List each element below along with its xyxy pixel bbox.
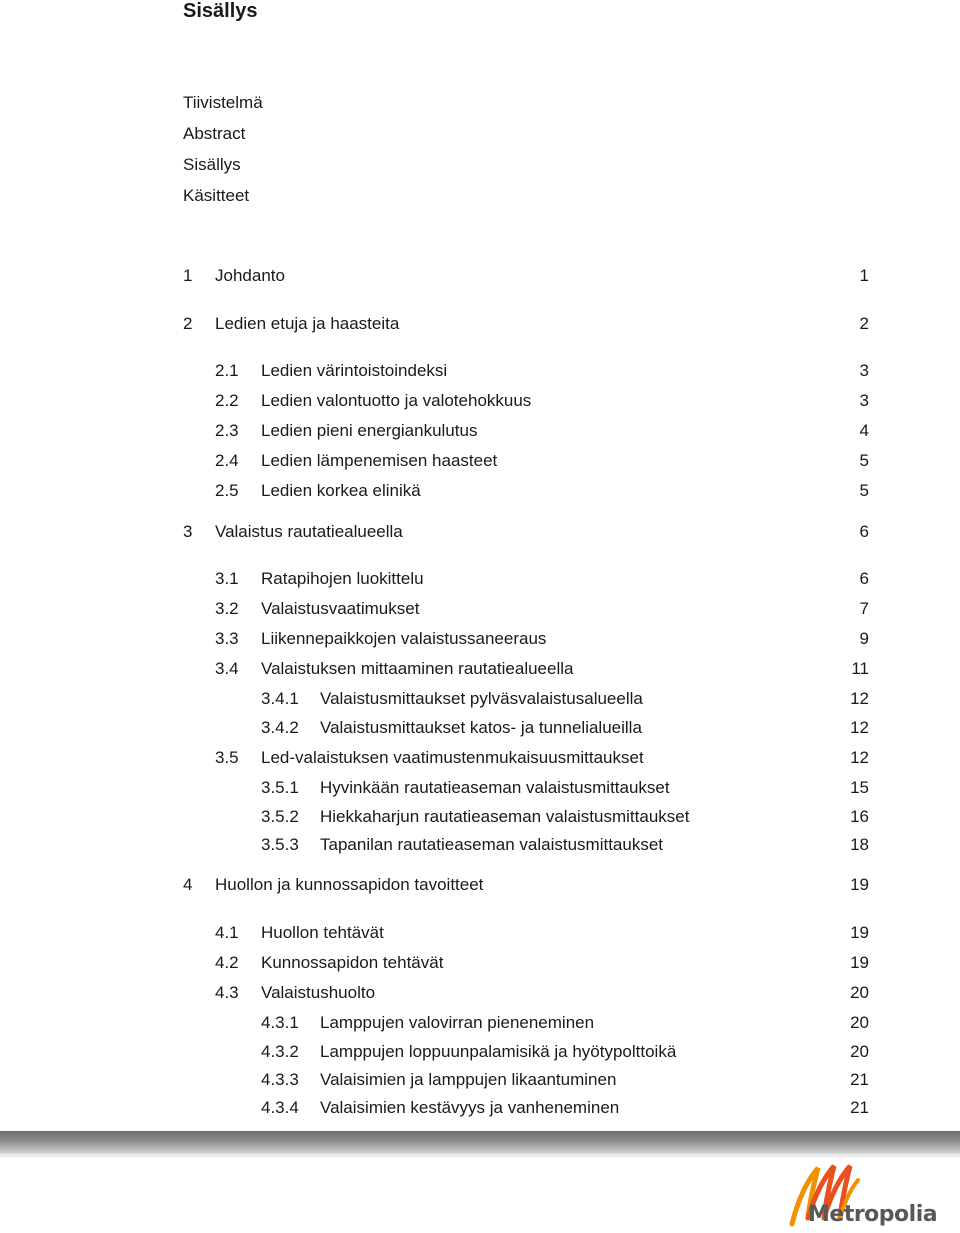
toc-page: 12 <box>850 689 869 708</box>
toc-label: Ledien valontuotto ja valotehokkuus <box>261 391 532 410</box>
toc-entry[interactable] <box>183 451 869 471</box>
toc-label: Valaistus rautatiealueella <box>215 522 403 541</box>
toc-page: 6 <box>859 569 869 588</box>
toc-label: Johdanto <box>215 266 285 285</box>
toc-entry[interactable] <box>183 1013 869 1033</box>
toc-number: 3.4 <box>215 659 239 678</box>
toc-label: Liikennepaikkojen valaistussaneeraus <box>261 629 547 648</box>
toc-page: 19 <box>850 953 869 972</box>
toc-number: 4.3.1 <box>261 1013 299 1032</box>
toc-entry[interactable] <box>183 1098 869 1118</box>
toc-entry[interactable] <box>183 778 869 798</box>
toc-entry[interactable] <box>183 983 869 1003</box>
toc-label: Ledien etuja ja haasteita <box>215 314 400 333</box>
toc-page: 6 <box>859 522 869 541</box>
toc-number: 3.2 <box>215 599 239 618</box>
toc-page: 9 <box>859 629 869 648</box>
toc-label: Valaistusmittaukset katos- ja tunnelialueilla <box>320 718 642 737</box>
toc-label: Valaisimien kestävyys ja vanheneminen <box>320 1098 620 1117</box>
toc-page: 16 <box>850 807 869 826</box>
toc-number: 3.3 <box>215 629 239 648</box>
toc-number: 1 <box>183 266 193 285</box>
toc-number: 4.3.2 <box>261 1042 299 1061</box>
front-matter-item[interactable]: Käsitteet <box>183 186 250 205</box>
toc-number: 2.2 <box>215 391 239 410</box>
front-matter-item[interactable]: Tiivistelmä <box>183 93 263 112</box>
toc-entry[interactable] <box>183 659 869 679</box>
toc-entry[interactable] <box>183 1042 869 1062</box>
toc-entry[interactable] <box>183 718 869 738</box>
toc-number: 3.5.1 <box>261 778 299 797</box>
toc-label: Valaisimien ja lamppujen likaantuminen <box>320 1070 617 1089</box>
toc-page: 11 <box>851 659 869 678</box>
toc-number: 2.1 <box>215 361 239 380</box>
toc-page: 7 <box>859 599 869 618</box>
toc-page: 3 <box>859 361 869 380</box>
toc-entry[interactable] <box>183 629 869 649</box>
toc-number: 3.4.1 <box>261 689 299 708</box>
toc-entry[interactable] <box>183 807 869 827</box>
toc-label: Ledien värintoistoindeksi <box>261 361 448 380</box>
toc-entry[interactable] <box>183 1070 869 1090</box>
toc-label: Hiekkaharjun rautatieaseman valaistusmittaukset <box>320 807 690 826</box>
toc-number: 4.2 <box>215 953 239 972</box>
toc-label: Valaistusmittaukset pylväsvalaistusalueella <box>320 689 643 708</box>
toc-number: 2 <box>183 314 193 333</box>
toc-entry[interactable] <box>183 421 869 441</box>
toc-label: Lamppujen valovirran pieneneminen <box>320 1013 595 1032</box>
toc-page: 20 <box>850 1013 869 1032</box>
toc-entry[interactable] <box>183 266 869 286</box>
toc-entry[interactable] <box>183 953 869 973</box>
toc-page: 19 <box>850 923 869 942</box>
toc-number: 4.3.4 <box>261 1098 299 1117</box>
toc-number: 3.1 <box>215 569 239 588</box>
toc-label: Led-valaistuksen vaatimustenmukaisuusmittaukset <box>261 748 644 767</box>
toc-entry[interactable] <box>183 748 869 768</box>
toc-number: 2.3 <box>215 421 239 440</box>
toc-label: Huollon ja kunnossapidon tavoitteet <box>215 875 484 894</box>
toc-entry[interactable] <box>183 314 869 334</box>
toc-entry[interactable] <box>183 923 869 943</box>
toc-page: 20 <box>850 983 869 1002</box>
toc-page: 2 <box>859 314 869 333</box>
toc-entry[interactable] <box>183 835 869 855</box>
toc-number: 4 <box>183 875 193 894</box>
toc-label: Kunnossapidon tehtävät <box>261 953 444 972</box>
toc-page: 18 <box>850 835 869 854</box>
toc-label: Ratapihojen luokittelu <box>261 569 424 588</box>
toc-number: 4.1 <box>215 923 239 942</box>
logo-wordmark: Metropolia <box>808 1202 938 1227</box>
toc-entry[interactable] <box>183 522 869 542</box>
toc-page: 5 <box>859 481 869 500</box>
toc-page: 3 <box>859 391 869 410</box>
front-matter-item[interactable]: Sisällys <box>183 155 241 174</box>
toc-label: Ledien pieni energiankulutus <box>261 421 478 440</box>
toc-number: 3.4.2 <box>261 718 299 737</box>
toc-number: 3.5.3 <box>261 835 299 854</box>
toc-number: 2.5 <box>215 481 239 500</box>
toc-label: Ledien lämpenemisen haasteet <box>261 451 498 470</box>
toc-number: 3.5.2 <box>261 807 299 826</box>
toc-label: Valaistushuolto <box>261 983 376 1002</box>
footer-divider <box>0 1131 960 1153</box>
toc-entry[interactable] <box>183 599 869 619</box>
toc-page: 12 <box>850 748 869 767</box>
toc-page: 12 <box>850 718 869 737</box>
toc-entry[interactable] <box>183 875 869 895</box>
toc-label: Ledien korkea elinikä <box>261 481 421 500</box>
toc-label: Huollon tehtävät <box>261 923 384 942</box>
toc-label: Tapanilan rautatieaseman valaistusmittaukset <box>320 835 664 854</box>
toc-page: 1 <box>859 266 869 285</box>
page-title: Sisällys <box>183 0 258 22</box>
toc-page: 5 <box>859 451 869 470</box>
toc-entry[interactable] <box>183 391 869 411</box>
toc-page: 21 <box>850 1070 869 1089</box>
toc-page: 15 <box>850 778 869 797</box>
toc-number: 3.5 <box>215 748 239 767</box>
toc-entry[interactable] <box>183 361 869 381</box>
toc-page: 19 <box>850 875 869 894</box>
toc-number: 2.4 <box>215 451 239 470</box>
toc-entry[interactable] <box>183 569 869 589</box>
toc-label: Valaistuksen mittaaminen rautatiealueella <box>261 659 574 678</box>
toc-page: 4 <box>859 421 869 440</box>
toc-entry[interactable] <box>183 689 869 709</box>
toc-number: 4.3.3 <box>261 1070 299 1089</box>
toc-page: 20 <box>850 1042 869 1061</box>
toc-number: 4.3 <box>215 983 239 1002</box>
toc-label: Lamppujen loppuunpalamisikä ja hyötypolttoikä <box>320 1042 677 1061</box>
toc-page: 21 <box>850 1098 869 1117</box>
toc-label: Hyvinkään rautatieaseman valaistusmittaukset <box>320 778 670 797</box>
toc-entry[interactable] <box>183 481 869 501</box>
toc-label: Valaistusvaatimukset <box>261 599 420 618</box>
front-matter-item[interactable]: Abstract <box>183 124 246 143</box>
toc-number: 3 <box>183 522 193 541</box>
